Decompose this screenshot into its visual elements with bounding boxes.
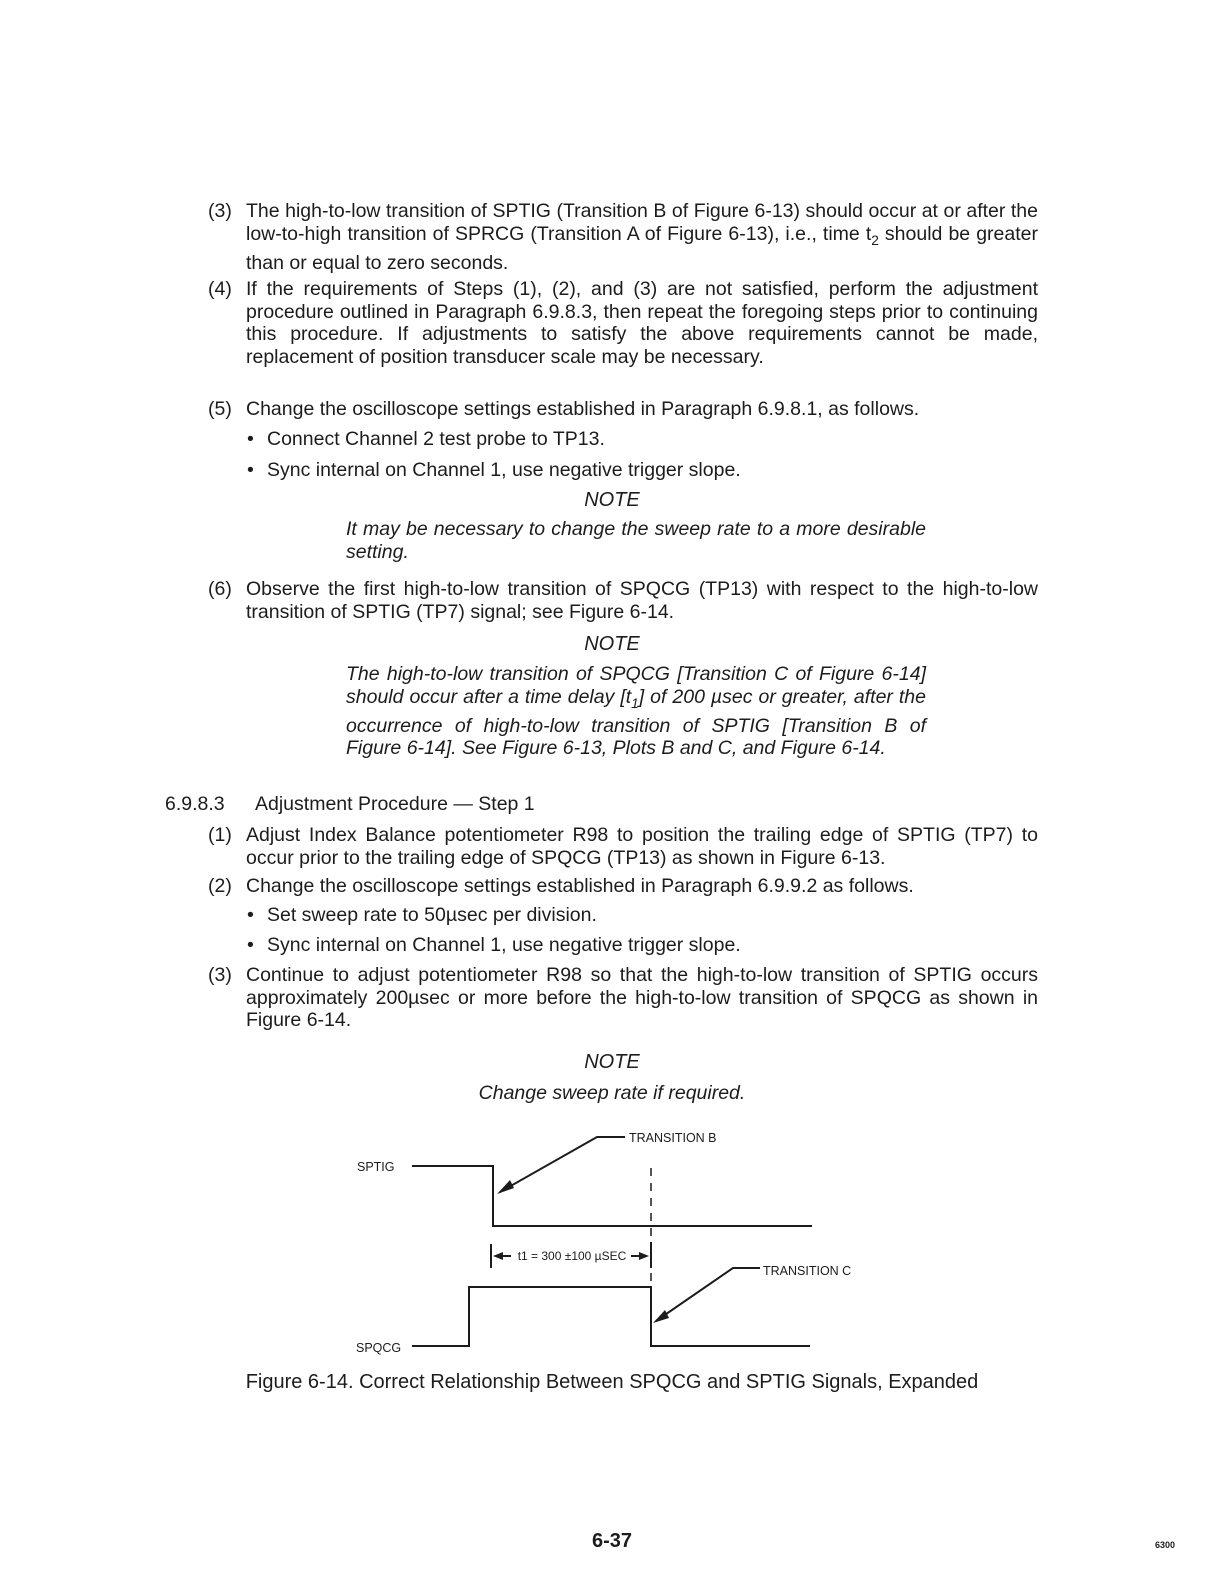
timing-arrow-left bbox=[493, 1252, 503, 1260]
step-number: (4) bbox=[208, 278, 232, 300]
note-title: NOTE bbox=[584, 489, 640, 511]
figure-caption: Figure 6-14. Correct Relationship Between SPQCG and SPTIG Signals, Expanded bbox=[245, 1371, 979, 1393]
step-number: (6) bbox=[208, 578, 232, 600]
note-text: It may be necessary to change the sweep rate to a more desirable setting. bbox=[346, 518, 926, 563]
step-text: The high-to-low transition of SPTIG (Transition B of Figure 6-13) should occur at or after the low-to-high transition of SPRCG (Transition A of Figure 6-13), i.e., time $t_2$ should be greater than or equal to zero seconds. bbox=[246, 200, 1038, 274]
transition-b-arrowhead bbox=[497, 1180, 514, 1194]
section-title: Adjustment Procedure — Step 1 bbox=[255, 793, 535, 815]
note-title: NOTE bbox=[584, 633, 640, 655]
bullet-item: • Sync internal on Channel 1, use negative trigger slope. bbox=[247, 934, 741, 956]
note-title: NOTE bbox=[584, 1051, 640, 1073]
bullet-dot: • bbox=[247, 428, 254, 450]
section-number: 6.9.8.3 bbox=[165, 793, 225, 815]
sptig-label: SPTIG bbox=[357, 1160, 395, 1174]
bullet-dot: • bbox=[247, 904, 254, 926]
bullet-item: • Connect Channel 2 test probe to TP13. bbox=[247, 428, 605, 450]
bullet-item: • Sync internal on Channel 1, use negative trigger slope. bbox=[247, 459, 741, 481]
transition-b-leader bbox=[500, 1137, 625, 1192]
transition-c-arrowhead bbox=[653, 1310, 669, 1323]
step-number: (1) bbox=[208, 824, 232, 846]
spqcg-label: SPQCG bbox=[356, 1341, 402, 1355]
page-number: 6-37 bbox=[591, 1530, 633, 1552]
transition-c-label: TRANSITION C bbox=[763, 1264, 852, 1278]
step-text: Continue to adjust potentiometer R98 so that the high-to-low transition of SPTIG occurs approximately 200µsec or more before the high-to-low transition of SPQCG as shown in Figure 6-14. bbox=[246, 964, 1038, 1031]
timing-arrow-right bbox=[639, 1252, 649, 1260]
transition-c-leader bbox=[656, 1268, 760, 1321]
bullet-item: • Set sweep rate to 50µsec per division. bbox=[247, 904, 597, 926]
sptig-waveform bbox=[412, 1166, 812, 1226]
bullet-dot: • bbox=[247, 459, 254, 481]
step-text: Adjust Index Balance potentiometer R98 to position the trailing edge of SPTIG (TP7) to occur prior to the trailing edge of SPQCG (TP13) as shown in Figure 6-13. bbox=[246, 824, 1038, 869]
step-number: (2) bbox=[208, 875, 232, 897]
step-text: If the requirements of Steps (1), (2), and (3) are not satisfied, perform the adjustment procedure outlined in Paragraph 6.9.8.3, then repeat the foregoing steps prior to continuing this procedure. If adjustments to satisfy the above requirements cannot be made, replacement of position transducer scale may be necessary. bbox=[246, 278, 1038, 368]
step-number: (3) bbox=[208, 200, 232, 222]
step-text: Change the oscilloscope settings established in Paragraph 6.9.8.1, as follows. bbox=[246, 398, 920, 420]
step-number: (5) bbox=[208, 398, 232, 420]
document-code: 6300 bbox=[1155, 1540, 1176, 1550]
transition-b-label: TRANSITION B bbox=[629, 1131, 717, 1145]
step-text: Change the oscilloscope settings established in Paragraph 6.9.9.2 as follows. bbox=[246, 875, 914, 897]
step-text: Observe the first high-to-low transition of SPQCG (TP13) with respect to the high-to-low transition of SPTIG (TP7) signal; see Figure 6-14. bbox=[246, 578, 1038, 623]
note-text: Change sweep rate if required. bbox=[478, 1082, 746, 1104]
step-number: (3) bbox=[208, 964, 232, 986]
note-text: The high-to-low transition of SPQCG [Transition C of Figure 6-14] should occur after a time delay $[t_1]$ of 200 µsec or greater, after the occurrence of high-to-low transition of SPTIG [Transition B of Figure 6-14]. See Figure 6-13, Plots B and C, and Figure 6-14. bbox=[346, 663, 926, 760]
bullet-dot: • bbox=[247, 934, 254, 956]
spqcg-waveform bbox=[412, 1287, 810, 1346]
timing-label: t1 = 300 ±100 µSEC bbox=[517, 1249, 627, 1263]
